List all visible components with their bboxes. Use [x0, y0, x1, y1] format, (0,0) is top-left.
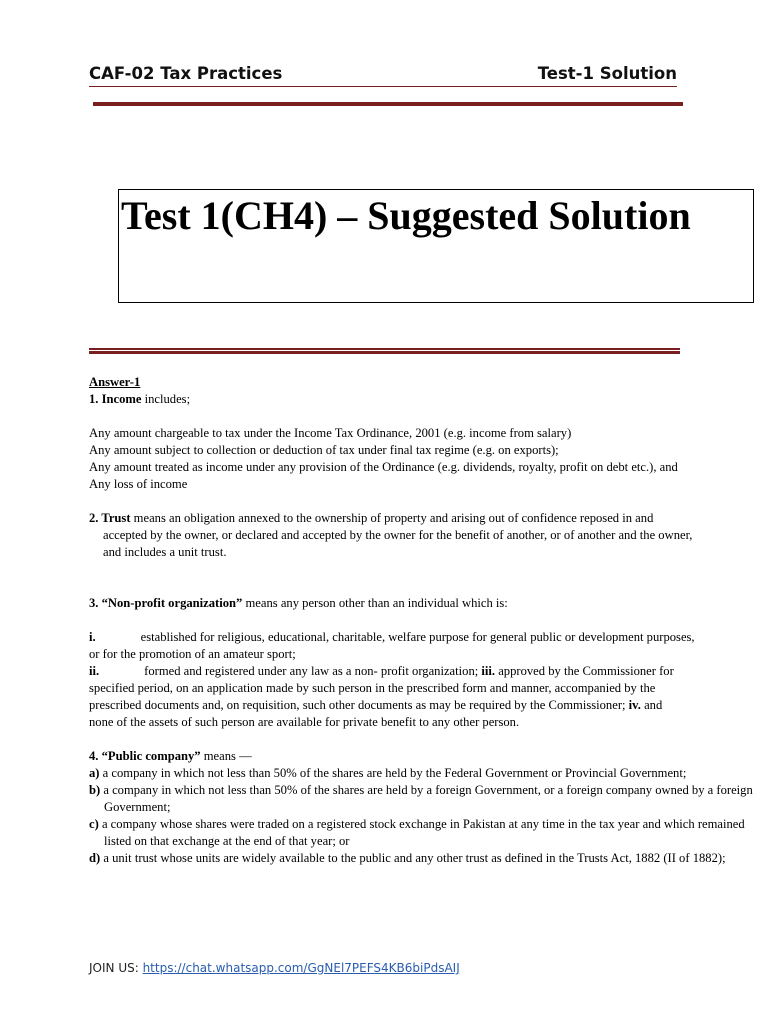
- page-header: [89, 64, 677, 88]
- title-box: [118, 189, 754, 303]
- document-title: Test-1 Solution: [537, 64, 677, 83]
- footer-label: JOIN US:: [89, 961, 143, 975]
- solution-body: [89, 374, 759, 867]
- trust-line-2: accepted by the owner, or declared and accepted by the owner for the benefit of another, or of another and the owner,: [103, 528, 693, 542]
- npo-item-i-cont: or for the promotion of an amateur sport;: [89, 647, 296, 661]
- public-company-item-a: a) a company in which not less than 50% of the shares are held by the Federal Government or Provincial Government;: [89, 766, 687, 780]
- header-divider: [93, 102, 683, 106]
- npo-item-ii-cont-1: specified period, on an application made by such person in the prescribed form and manner, accompanied by the: [89, 681, 656, 695]
- section-npo-heading: 3. “Non-profit organization” means any person other than an individual which is:: [89, 596, 508, 610]
- income-line-2: Any amount subject to collection or deduction of tax under final tax regime (e.g. on exports);: [89, 443, 559, 457]
- npo-item-ii-cont-3: none of the assets of such person are available for private benefit to any other person.: [89, 715, 520, 729]
- public-company-item-b: b) a company in which not less than 50% of the shares are held by a foreign Government, or a foreign company owned by a foreign Government;: [89, 783, 753, 814]
- page-footer: [89, 961, 460, 975]
- npo-item-i: i. established for religious, educational, charitable, welfare purpose for general public or development purposes,: [89, 630, 695, 644]
- main-title: Test 1(CH4) – Suggested Solution: [121, 193, 691, 238]
- income-line-3: Any amount treated as income under any provision of the Ordinance (e.g. dividends, royalty, profit on debt etc.), and: [89, 460, 678, 474]
- title-divider-thick: [89, 351, 680, 354]
- public-company-item-d: d) a unit trust whose units are widely available to the public and any other trust as defined in the Trusts Act, 1882 (II of 1882);: [89, 851, 726, 865]
- header-rule: [89, 86, 677, 87]
- whatsapp-link[interactable]: https://chat.whatsapp.com/GgNEl7PEFS4KB6biPdsAIJ: [142, 961, 460, 975]
- income-line-1: Any amount chargeable to tax under the Income Tax Ordinance, 2001 (e.g. income from salary): [89, 426, 572, 440]
- npo-item-ii-cont-2: prescribed documents and, on requisition, such other documents as may be required by the Commissioner; iv. and: [89, 698, 663, 712]
- trust-line-3: and includes a unit trust.: [103, 545, 227, 559]
- section-public-company-heading: 4. “Public company” means —: [89, 749, 252, 763]
- section-income-heading: 1. Income includes;: [89, 392, 191, 406]
- public-company-item-c: c) a company whose shares were traded on a registered stock exchange in Pakistan at any time in the tax year and which remained listed on that exchange at the end of that year; or: [89, 817, 745, 848]
- npo-item-ii: ii. formed and registered under any law as a non- profit organization; iii. approved by the Commissioner for: [89, 664, 674, 678]
- section-trust: 2. Trust means an obligation annexed to the ownership of property and arising out of confidence reposed in and: [89, 511, 654, 525]
- title-divider: [89, 348, 680, 350]
- course-title: CAF-02 Tax Practices: [89, 64, 283, 83]
- answer-heading: Answer-1: [89, 375, 141, 389]
- income-line-4: Any loss of income: [89, 477, 188, 491]
